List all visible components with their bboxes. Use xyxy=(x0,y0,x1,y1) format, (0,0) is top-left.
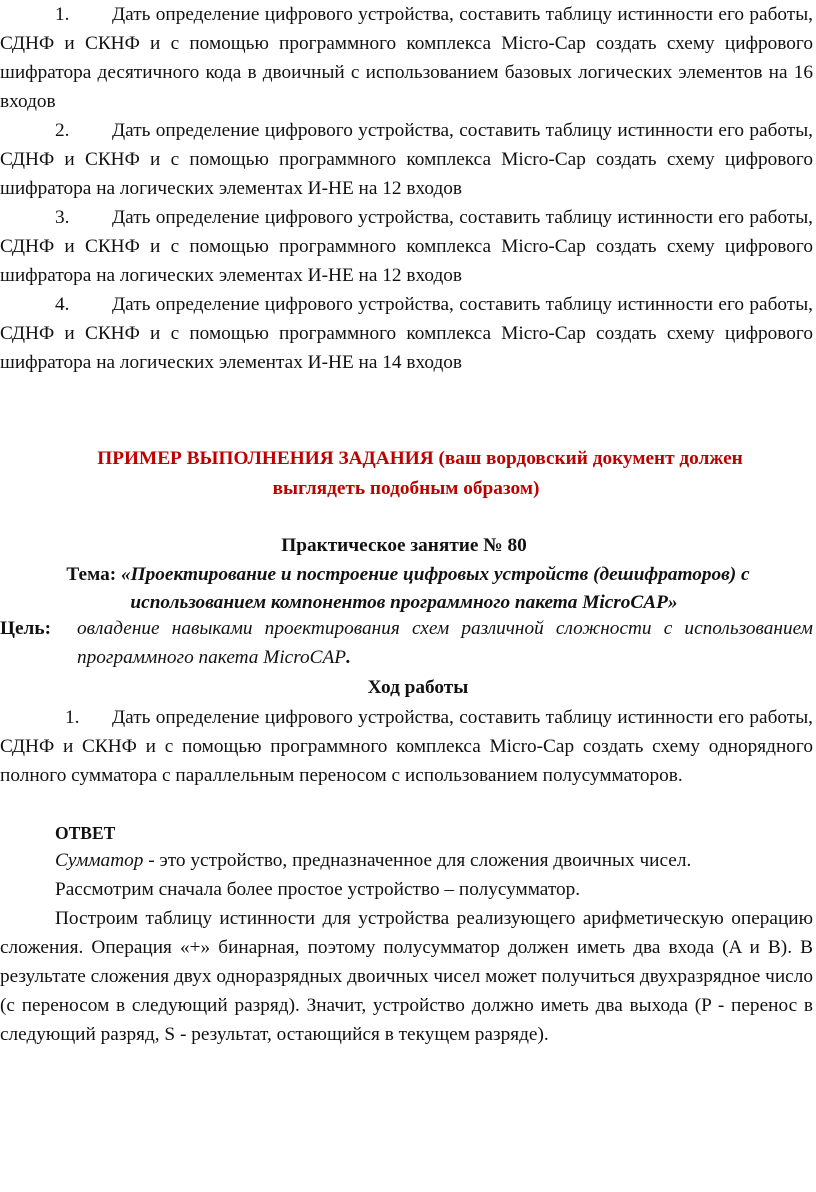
answer-label: ОТВЕТ xyxy=(55,823,116,843)
adder-definition xyxy=(0,846,813,875)
task-number: 4. xyxy=(55,294,70,315)
task-number: 1. xyxy=(55,4,70,25)
goal-label: Цель: xyxy=(0,618,51,639)
topic-text-line-2: использованием компонентов программного пакета MicroCAP» xyxy=(130,592,678,613)
adder-term: Сумматор xyxy=(55,850,144,871)
goal-body: овладение навыками проектирования схем различной сложности с использованием программного пакета MicroCAP xyxy=(77,618,813,668)
task-text: Дать определение цифрового устройства, составить таблицу истинности его работы, СДНФ и СКНФ и с помощью программного комплекса Micro-Cap создать схему цифрового шифратора на логических элементах И-НЕ на 12 входов xyxy=(0,120,813,199)
task-text: Дать определение цифрового устройства, составить таблицу истинности его работы, СДНФ и СКНФ и с помощью программного комплекса Micro-Cap создать схему цифрового шифратора на логических элементах И-НЕ на 14 входов xyxy=(0,294,813,373)
task-item-4 xyxy=(0,290,813,377)
lesson-topic xyxy=(0,560,816,590)
lesson-title: Практическое занятие № 80 xyxy=(281,535,527,556)
topic-text-line-1: «Проектирование и построение цифровых устройств (дешифраторов) с xyxy=(120,564,750,585)
progress-heading: Ход работы xyxy=(367,677,469,698)
task-item-2 xyxy=(0,116,813,203)
example-heading-line-1: ПРИМЕР ВЫПОЛНЕНИЯ ЗАДАНИЯ (ваш вордовский документ должен xyxy=(97,448,743,469)
task-item-3 xyxy=(0,203,813,290)
work-item-text: Дать определение цифрового устройства, составить таблицу истинности его работы, СДНФ и СКНФ и с помощью программного комплекса Micro-Cap создать схему однорядного полного сумматора с параллельным переносом с использованием полусумматоров. xyxy=(0,707,813,786)
half-adder-intro: Рассмотрим сначала более простое устройство – полусумматор. xyxy=(55,879,581,900)
task-text: Дать определение цифрового устройства, составить таблицу истинности его работы, СДНФ и СКНФ и с помощью программного комплекса Micro-Cap создать схему цифрового шифратора на логических элементах И-НЕ на 12 входов xyxy=(0,207,813,286)
task-item-1 xyxy=(0,0,813,116)
truth-table-paragraph: Построим таблицу истинности для устройства реализующего арифметическую операцию сложения. Операция «+» бинарная, поэтому полусумматор должен иметь два входа (A и B). В результате сложения двух одноразрядных двоичных чисел может получиться двухразрядное число (с переносом в следующий разряд). Значит, устройство должно иметь два выхода (P - перенос в следующий разряд, S - результат, остающийся в текущем разряде). xyxy=(0,908,813,1045)
topic-label: Тема: xyxy=(66,564,117,585)
example-heading-line-2: выглядеть подобным образом) xyxy=(272,478,540,499)
task-text: Дать определение цифрового устройства, составить таблицу истинности его работы, СДНФ и СКНФ и с помощью программного комплекса Micro-Cap создать схему цифрового шифратора десятичного кода в двоичный с использованием базовых логических элементов на 16 входов xyxy=(0,4,813,112)
goal-text xyxy=(77,614,813,672)
task-number: 3. xyxy=(55,207,70,228)
adder-def-text: - это устройство, предназначенное для сложения двоичных чисел. xyxy=(143,850,692,871)
goal-end: . xyxy=(346,647,351,668)
task-number: 2. xyxy=(55,120,70,141)
work-item-number: 1. xyxy=(65,707,80,728)
work-item-1 xyxy=(0,703,813,790)
